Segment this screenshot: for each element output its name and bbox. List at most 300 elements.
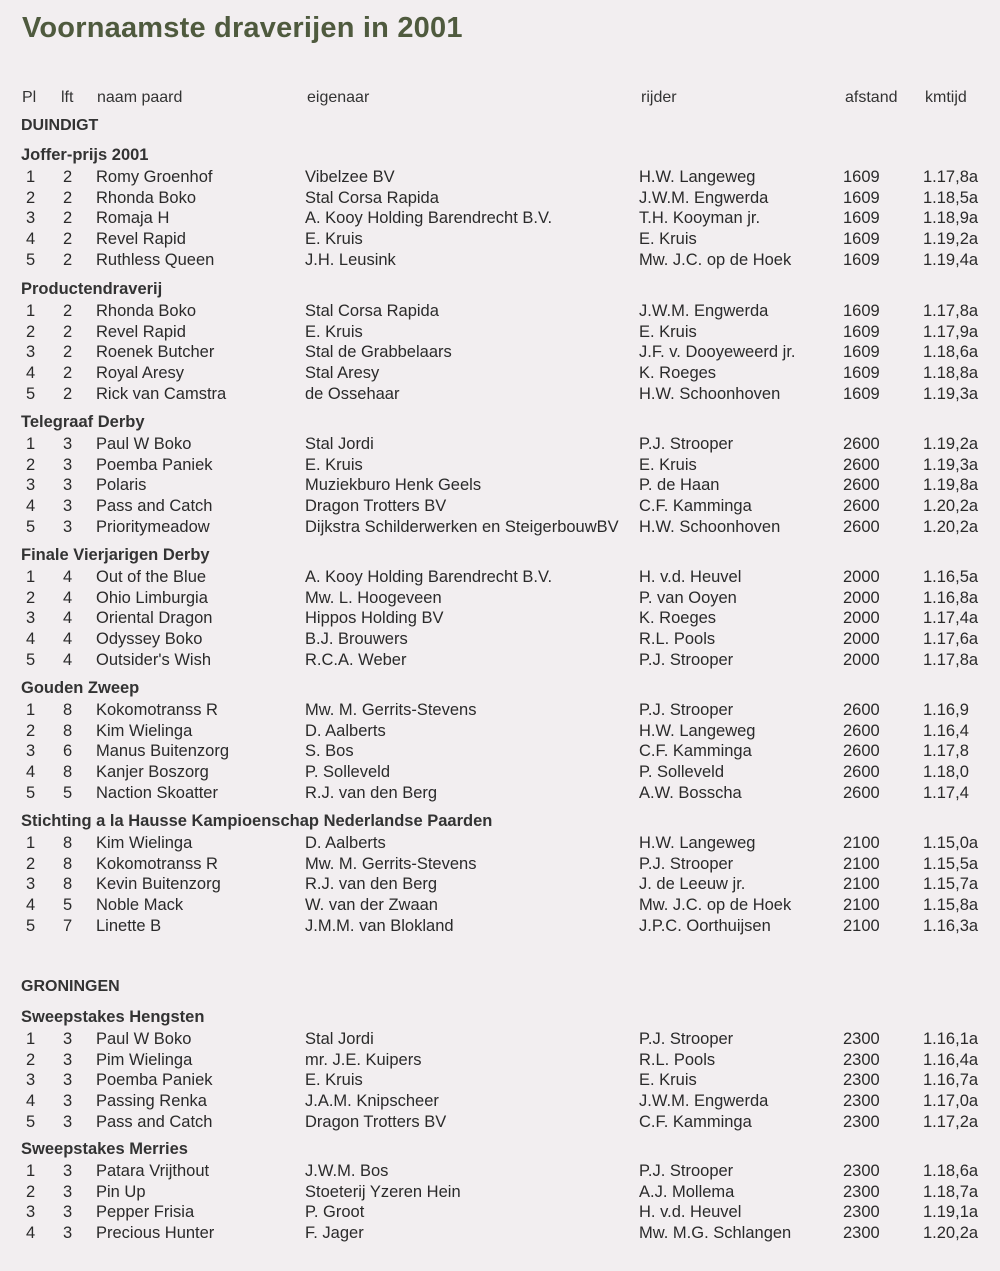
table-row — [0, 833, 1000, 854]
table-row — [0, 434, 1000, 455]
table-row — [0, 916, 1000, 937]
row-leeftijd: 2 — [63, 188, 73, 207]
row-leeftijd: 6 — [63, 742, 73, 761]
row-owner: Stal de Grabbelaars — [305, 343, 452, 362]
row-kmtime: 1.20,2a — [923, 1224, 979, 1243]
row-leeftijd: 4 — [63, 588, 73, 607]
row-pl: 4 — [26, 630, 36, 649]
row-distance: 2300 — [843, 1161, 880, 1180]
row-kmtime: 1.16,4 — [923, 721, 969, 740]
row-distance: 2600 — [843, 784, 880, 802]
row-distance: 1609 — [843, 364, 880, 383]
row-horse-name: Revel Rapid — [96, 230, 186, 249]
row-owner: Vibelzee BV — [305, 167, 395, 186]
row-leeftijd: 8 — [63, 700, 73, 719]
row-rider: E. Kruis — [639, 1071, 697, 1090]
row-distance: 2000 — [843, 588, 880, 607]
row-horse-name: Revel Rapid — [96, 322, 186, 341]
row-leeftijd: 2 — [63, 230, 73, 249]
row-distance: 2300 — [843, 1092, 880, 1111]
region-heading: GRONINGEN — [21, 978, 120, 995]
row-leeftijd: 3 — [63, 1092, 73, 1111]
table-row — [0, 608, 1000, 629]
row-rider: P.J. Strooper — [639, 854, 734, 873]
row-distance: 2300 — [843, 1203, 880, 1222]
row-kmtime: 1.15,8a — [923, 896, 979, 915]
row-distance: 2600 — [843, 518, 880, 536]
row-owner: J.A.M. Knipscheer — [305, 1092, 439, 1111]
row-kmtime: 1.18,6a — [923, 343, 979, 362]
row-owner: Stal Corsa Rapida — [305, 188, 439, 207]
row-rider: H.W. Langeweg — [639, 167, 756, 186]
row-kmtime: 1.17,8 — [923, 742, 969, 761]
row-rider: J.W.M. Engwerda — [639, 1092, 769, 1111]
table-row — [0, 208, 1000, 229]
row-horse-name: Polaris — [96, 476, 147, 495]
row-rider: J.W.M. Engwerda — [639, 188, 769, 207]
row-pl: 2 — [26, 322, 36, 341]
row-pl: 2 — [26, 1182, 36, 1201]
row-leeftijd: 5 — [63, 784, 73, 802]
row-pl: 3 — [26, 875, 36, 894]
row-distance: 2600 — [843, 700, 880, 719]
row-owner: Dragon Trotters BV — [305, 1113, 447, 1131]
row-distance: 2100 — [843, 917, 880, 935]
row-owner: Mw. M. Gerrits-Stevens — [305, 854, 477, 873]
row-kmtime: 1.19,8a — [923, 476, 979, 495]
row-owner: B.J. Brouwers — [305, 630, 408, 649]
table-row — [0, 567, 1000, 588]
row-kmtime: 1.20,2a — [923, 518, 979, 536]
row-leeftijd: 3 — [63, 1029, 73, 1048]
table-row — [0, 1070, 1000, 1091]
row-horse-name: Manus Buitenzorg — [96, 742, 229, 761]
row-pl: 4 — [26, 763, 36, 782]
row-rider: E. Kruis — [639, 322, 697, 341]
row-horse-name: Royal Aresy — [96, 364, 185, 383]
row-owner: R.J. van den Berg — [305, 784, 438, 802]
row-kmtime: 1.17,8a — [923, 301, 979, 320]
table-row — [0, 517, 1000, 538]
row-distance: 1609 — [843, 167, 880, 186]
table-row — [0, 854, 1000, 875]
row-pl: 3 — [26, 609, 36, 628]
row-horse-name: Pass and Catch — [96, 1113, 213, 1131]
table-row — [0, 250, 1000, 271]
row-leeftijd: 3 — [63, 497, 73, 516]
table-row — [0, 1182, 1000, 1203]
row-pl: 1 — [26, 567, 36, 586]
row-horse-name: Rhonda Boko — [96, 301, 196, 320]
row-pl: 1 — [26, 700, 36, 719]
col-header-kmtijd: kmtijd — [925, 89, 967, 106]
row-owner: Muziekburo Henk Geels — [305, 476, 482, 495]
row-rider: P.J. Strooper — [639, 1029, 734, 1048]
row-distance: 2300 — [843, 1071, 880, 1090]
row-horse-name: Prioritymeadow — [96, 518, 210, 536]
row-distance: 2100 — [843, 833, 880, 852]
row-horse-name: Outsider's Wish — [96, 651, 212, 669]
row-distance: 1609 — [843, 230, 880, 249]
row-rider: H.W. Schoonhoven — [639, 518, 781, 536]
row-owner: A. Kooy Holding Barendrecht B.V. — [305, 567, 553, 586]
row-distance: 2300 — [843, 1182, 880, 1201]
row-rider: E. Kruis — [639, 230, 697, 249]
row-leeftijd: 2 — [63, 209, 73, 228]
row-horse-name: Poemba Paniek — [96, 455, 213, 474]
row-pl: 2 — [26, 588, 36, 607]
row-horse-name: Kim Wielinga — [96, 833, 193, 852]
table-row — [0, 455, 1000, 476]
row-rider: P.J. Strooper — [639, 1161, 734, 1180]
table-row — [0, 188, 1000, 209]
race-heading: Telegraaf Derby — [21, 413, 145, 431]
row-pl: 5 — [26, 1113, 36, 1131]
row-horse-name: Paul W Boko — [96, 434, 192, 453]
row-horse-name: Romaja H — [96, 209, 170, 228]
table-row — [0, 741, 1000, 762]
row-horse-name: Pass and Catch — [96, 497, 213, 516]
row-kmtime: 1.15,7a — [923, 875, 979, 894]
row-pl: 2 — [26, 721, 36, 740]
col-header-pl: Pl — [22, 89, 37, 106]
row-owner: J.H. Leusink — [305, 251, 396, 269]
row-rider: C.F. Kamminga — [639, 1113, 752, 1131]
region-heading: DUINDIGT — [21, 117, 99, 134]
race-heading: Sweepstakes Merries — [21, 1140, 188, 1158]
row-kmtime: 1.19,1a — [923, 1203, 979, 1222]
row-pl: 5 — [26, 385, 36, 403]
row-horse-name: Kokomotranss R — [96, 854, 218, 873]
row-distance: 2600 — [843, 476, 880, 495]
col-header-lft: lft — [61, 89, 74, 106]
row-pl: 3 — [26, 343, 36, 362]
row-rider: E. Kruis — [639, 455, 697, 474]
row-horse-name: Paul W Boko — [96, 1029, 192, 1048]
row-rider: J. de Leeuw jr. — [639, 875, 746, 894]
table-row — [0, 1161, 1000, 1182]
table-row — [0, 1223, 1000, 1244]
row-leeftijd: 2 — [63, 251, 73, 269]
row-horse-name: Linette B — [96, 917, 162, 935]
row-distance: 1609 — [843, 385, 880, 403]
row-distance: 2000 — [843, 651, 880, 669]
row-kmtime: 1.17,4 — [923, 784, 969, 802]
row-pl: 4 — [26, 230, 36, 249]
row-leeftijd: 4 — [63, 630, 73, 649]
race-heading: Finale Vierjarigen Derby — [21, 546, 210, 564]
row-owner: D. Aalberts — [305, 721, 386, 740]
table-row — [0, 322, 1000, 343]
row-owner: Mw. M. Gerrits-Stevens — [305, 700, 477, 719]
row-distance: 1609 — [843, 209, 880, 228]
row-kmtime: 1.16,7a — [923, 1071, 979, 1090]
row-rider: R.L. Pools — [639, 1050, 716, 1069]
row-leeftijd: 2 — [63, 364, 73, 383]
table-row — [0, 384, 1000, 405]
row-owner: de Ossehaar — [305, 385, 400, 403]
row-pl: 3 — [26, 1071, 36, 1090]
row-leeftijd: 8 — [63, 721, 73, 740]
row-owner: W. van der Zwaan — [305, 896, 438, 915]
row-distance: 2600 — [843, 721, 880, 740]
row-leeftijd: 3 — [63, 518, 73, 536]
row-leeftijd: 3 — [63, 1224, 73, 1243]
table-row — [0, 721, 1000, 742]
row-kmtime: 1.15,0a — [923, 833, 979, 852]
row-kmtime: 1.19,3a — [923, 455, 979, 474]
row-distance: 2000 — [843, 567, 880, 586]
row-pl: 5 — [26, 518, 36, 536]
row-leeftijd: 3 — [63, 1182, 73, 1201]
row-owner: Dragon Trotters BV — [305, 497, 447, 516]
col-header-rijder: rijder — [641, 89, 677, 106]
row-horse-name: Kim Wielinga — [96, 721, 193, 740]
row-distance: 1609 — [843, 322, 880, 341]
row-pl: 3 — [26, 476, 36, 495]
row-rider: P. de Haan — [639, 476, 720, 495]
page-title: Voornaamste draverijen in 2001 — [22, 12, 463, 44]
row-leeftijd: 3 — [63, 1113, 73, 1131]
row-horse-name: Noble Mack — [96, 896, 184, 915]
row-kmtime: 1.16,8a — [923, 588, 979, 607]
row-distance: 2600 — [843, 763, 880, 782]
row-rider: C.F. Kamminga — [639, 742, 752, 761]
row-leeftijd: 2 — [63, 167, 73, 186]
row-owner: Stoeterij Yzeren Hein — [305, 1182, 461, 1201]
row-kmtime: 1.18,5a — [923, 188, 979, 207]
table-row — [0, 167, 1000, 188]
row-pl: 4 — [26, 1092, 36, 1111]
row-distance: 2300 — [843, 1224, 880, 1243]
row-leeftijd: 3 — [63, 455, 73, 474]
row-horse-name: Poemba Paniek — [96, 1071, 213, 1090]
row-rider: P.J. Strooper — [639, 651, 734, 669]
row-owner: Hippos Holding BV — [305, 609, 444, 628]
row-horse-name: Precious Hunter — [96, 1224, 215, 1243]
row-kmtime: 1.19,3a — [923, 385, 979, 403]
row-owner: J.M.M. van Blokland — [305, 917, 454, 935]
row-kmtime: 1.19,2a — [923, 230, 979, 249]
row-rider: A.J. Mollema — [639, 1182, 735, 1201]
row-rider: Mw. J.C. op de Hoek — [639, 251, 792, 269]
row-rider: P. van Ooyen — [639, 588, 737, 607]
race-heading: Stichting a la Hausse Kampioenschap Nederlandse Paarden — [21, 812, 493, 830]
row-rider: H.W. Langeweg — [639, 833, 756, 852]
row-distance: 2100 — [843, 875, 880, 894]
table-row — [0, 229, 1000, 250]
row-horse-name: Pepper Frisia — [96, 1203, 195, 1222]
row-owner: A. Kooy Holding Barendrecht B.V. — [305, 209, 553, 228]
row-kmtime: 1.17,4a — [923, 609, 979, 628]
table-row — [0, 1112, 1000, 1133]
row-leeftijd: 2 — [63, 343, 73, 362]
row-owner: P. Solleveld — [305, 763, 391, 782]
row-kmtime: 1.17,0a — [923, 1092, 979, 1111]
row-rider: H.W. Langeweg — [639, 721, 756, 740]
row-rider: K. Roeges — [639, 364, 717, 383]
row-pl: 5 — [26, 251, 36, 269]
row-leeftijd: 4 — [63, 651, 73, 669]
table-row — [0, 1091, 1000, 1112]
row-distance: 2600 — [843, 434, 880, 453]
row-horse-name: Ohio Limburgia — [96, 588, 208, 607]
row-owner: D. Aalberts — [305, 833, 386, 852]
row-distance: 2300 — [843, 1029, 880, 1048]
row-owner: Stal Aresy — [305, 364, 380, 383]
row-distance: 1609 — [843, 251, 880, 269]
table-row — [0, 874, 1000, 895]
row-rider: J.P.C. Oorthuijsen — [639, 917, 771, 935]
row-kmtime: 1.16,3a — [923, 917, 979, 935]
row-pl: 5 — [26, 917, 36, 935]
row-rider: P.J. Strooper — [639, 434, 734, 453]
row-leeftijd: 4 — [63, 567, 73, 586]
row-pl: 1 — [26, 301, 36, 320]
row-horse-name: Kokomotranss R — [96, 700, 218, 719]
table-row — [0, 783, 1000, 804]
row-kmtime: 1.19,4a — [923, 251, 979, 269]
table-row — [0, 629, 1000, 650]
row-horse-name: Rhonda Boko — [96, 188, 196, 207]
row-kmtime: 1.16,5a — [923, 567, 979, 586]
row-rider: H. v.d. Heuvel — [639, 1203, 742, 1222]
row-owner: R.J. van den Berg — [305, 875, 438, 894]
row-leeftijd: 8 — [63, 763, 73, 782]
row-rider: T.H. Kooyman jr. — [639, 209, 761, 228]
row-pl: 3 — [26, 1203, 36, 1222]
row-pl: 2 — [26, 854, 36, 873]
row-kmtime: 1.16,9 — [923, 700, 969, 719]
row-owner: E. Kruis — [305, 455, 363, 474]
race-heading: Joffer-prijs 2001 — [21, 146, 149, 164]
row-distance: 2600 — [843, 455, 880, 474]
row-owner: Stal Jordi — [305, 434, 374, 453]
row-pl: 5 — [26, 784, 36, 802]
row-leeftijd: 2 — [63, 301, 73, 320]
row-leeftijd: 3 — [63, 1050, 73, 1069]
table-row — [0, 650, 1000, 671]
row-distance: 1609 — [843, 188, 880, 207]
row-owner: F. Jager — [305, 1224, 364, 1243]
row-kmtime: 1.18,6a — [923, 1161, 979, 1180]
table-row — [0, 762, 1000, 783]
row-horse-name: Kevin Buitenzorg — [96, 875, 221, 894]
row-owner: Dijkstra Schilderwerken en SteigerbouwBV — [305, 518, 619, 536]
row-rider: J.F. v. Dooyeweerd jr. — [639, 343, 796, 362]
row-leeftijd: 2 — [63, 322, 73, 341]
row-distance: 2000 — [843, 630, 880, 649]
table-row — [0, 496, 1000, 517]
col-header-naam: naam paard — [97, 89, 183, 106]
row-pl: 2 — [26, 188, 36, 207]
row-horse-name: Ruthless Queen — [96, 251, 215, 269]
row-rider: H. v.d. Heuvel — [639, 567, 742, 586]
row-pl: 5 — [26, 651, 36, 669]
table-row — [0, 342, 1000, 363]
row-owner: R.C.A. Weber — [305, 651, 407, 669]
row-distance: 2300 — [843, 1050, 880, 1069]
race-heading: Productendraverij — [21, 280, 163, 298]
row-pl: 1 — [26, 167, 36, 186]
table-row — [0, 301, 1000, 322]
row-horse-name: Naction Skoatter — [96, 784, 218, 802]
row-kmtime: 1.18,0 — [923, 763, 969, 782]
row-owner: J.W.M. Bos — [305, 1161, 389, 1180]
row-pl: 4 — [26, 364, 36, 383]
row-owner: P. Groot — [305, 1203, 365, 1222]
row-leeftijd: 3 — [63, 1161, 73, 1180]
row-distance: 2000 — [843, 609, 880, 628]
row-distance: 2300 — [843, 1113, 880, 1131]
row-owner: mr. J.E. Kuipers — [305, 1050, 422, 1069]
table-row — [0, 1050, 1000, 1071]
row-leeftijd: 5 — [63, 896, 73, 915]
row-owner: E. Kruis — [305, 230, 363, 249]
row-leeftijd: 8 — [63, 833, 73, 852]
col-header-afstand: afstand — [845, 89, 898, 106]
row-kmtime: 1.18,7a — [923, 1182, 979, 1201]
row-pl: 3 — [26, 742, 36, 761]
row-rider: C.F. Kamminga — [639, 497, 752, 516]
row-leeftijd: 4 — [63, 609, 73, 628]
row-horse-name: Rick van Camstra — [96, 385, 227, 403]
row-kmtime: 1.19,2a — [923, 434, 979, 453]
row-kmtime: 1.15,5a — [923, 854, 979, 873]
row-kmtime: 1.18,8a — [923, 364, 979, 383]
row-horse-name: Oriental Dragon — [96, 609, 213, 628]
row-kmtime: 1.20,2a — [923, 497, 979, 516]
row-owner: S. Bos — [305, 742, 354, 761]
row-rider: H.W. Schoonhoven — [639, 385, 781, 403]
row-pl: 3 — [26, 209, 36, 228]
row-leeftijd: 3 — [63, 434, 73, 453]
row-horse-name: Out of the Blue — [96, 567, 207, 586]
row-leeftijd: 8 — [63, 875, 73, 894]
row-rider: A.W. Bosscha — [639, 784, 742, 802]
row-distance: 2600 — [843, 497, 880, 516]
row-pl: 4 — [26, 896, 36, 915]
row-rider: J.W.M. Engwerda — [639, 301, 769, 320]
row-kmtime: 1.17,6a — [923, 630, 979, 649]
row-distance: 2100 — [843, 854, 880, 873]
row-pl: 2 — [26, 1050, 36, 1069]
row-horse-name: Pin Up — [96, 1182, 146, 1201]
row-kmtime: 1.17,9a — [923, 322, 979, 341]
row-kmtime: 1.16,1a — [923, 1029, 979, 1048]
table-row — [0, 1202, 1000, 1223]
row-rider: Mw. M.G. Schlangen — [639, 1224, 792, 1243]
row-distance: 1609 — [843, 343, 880, 362]
row-owner: Mw. L. Hoogeveen — [305, 588, 442, 607]
row-rider: K. Roeges — [639, 609, 717, 628]
row-leeftijd: 2 — [63, 385, 73, 403]
table-row — [0, 895, 1000, 916]
row-pl: 4 — [26, 1224, 36, 1243]
row-owner: Stal Jordi — [305, 1029, 374, 1048]
row-rider: P. Solleveld — [639, 763, 725, 782]
table-row — [0, 700, 1000, 721]
row-kmtime: 1.16,4a — [923, 1050, 979, 1069]
row-horse-name: Patara Vrijthout — [96, 1161, 210, 1180]
row-owner: E. Kruis — [305, 1071, 363, 1090]
row-horse-name: Passing Renka — [96, 1092, 207, 1111]
table-row — [0, 1029, 1000, 1050]
race-heading: Gouden Zweep — [21, 679, 140, 697]
row-pl: 4 — [26, 497, 36, 516]
row-kmtime: 1.17,8a — [923, 167, 979, 186]
row-kmtime: 1.17,2a — [923, 1113, 979, 1131]
